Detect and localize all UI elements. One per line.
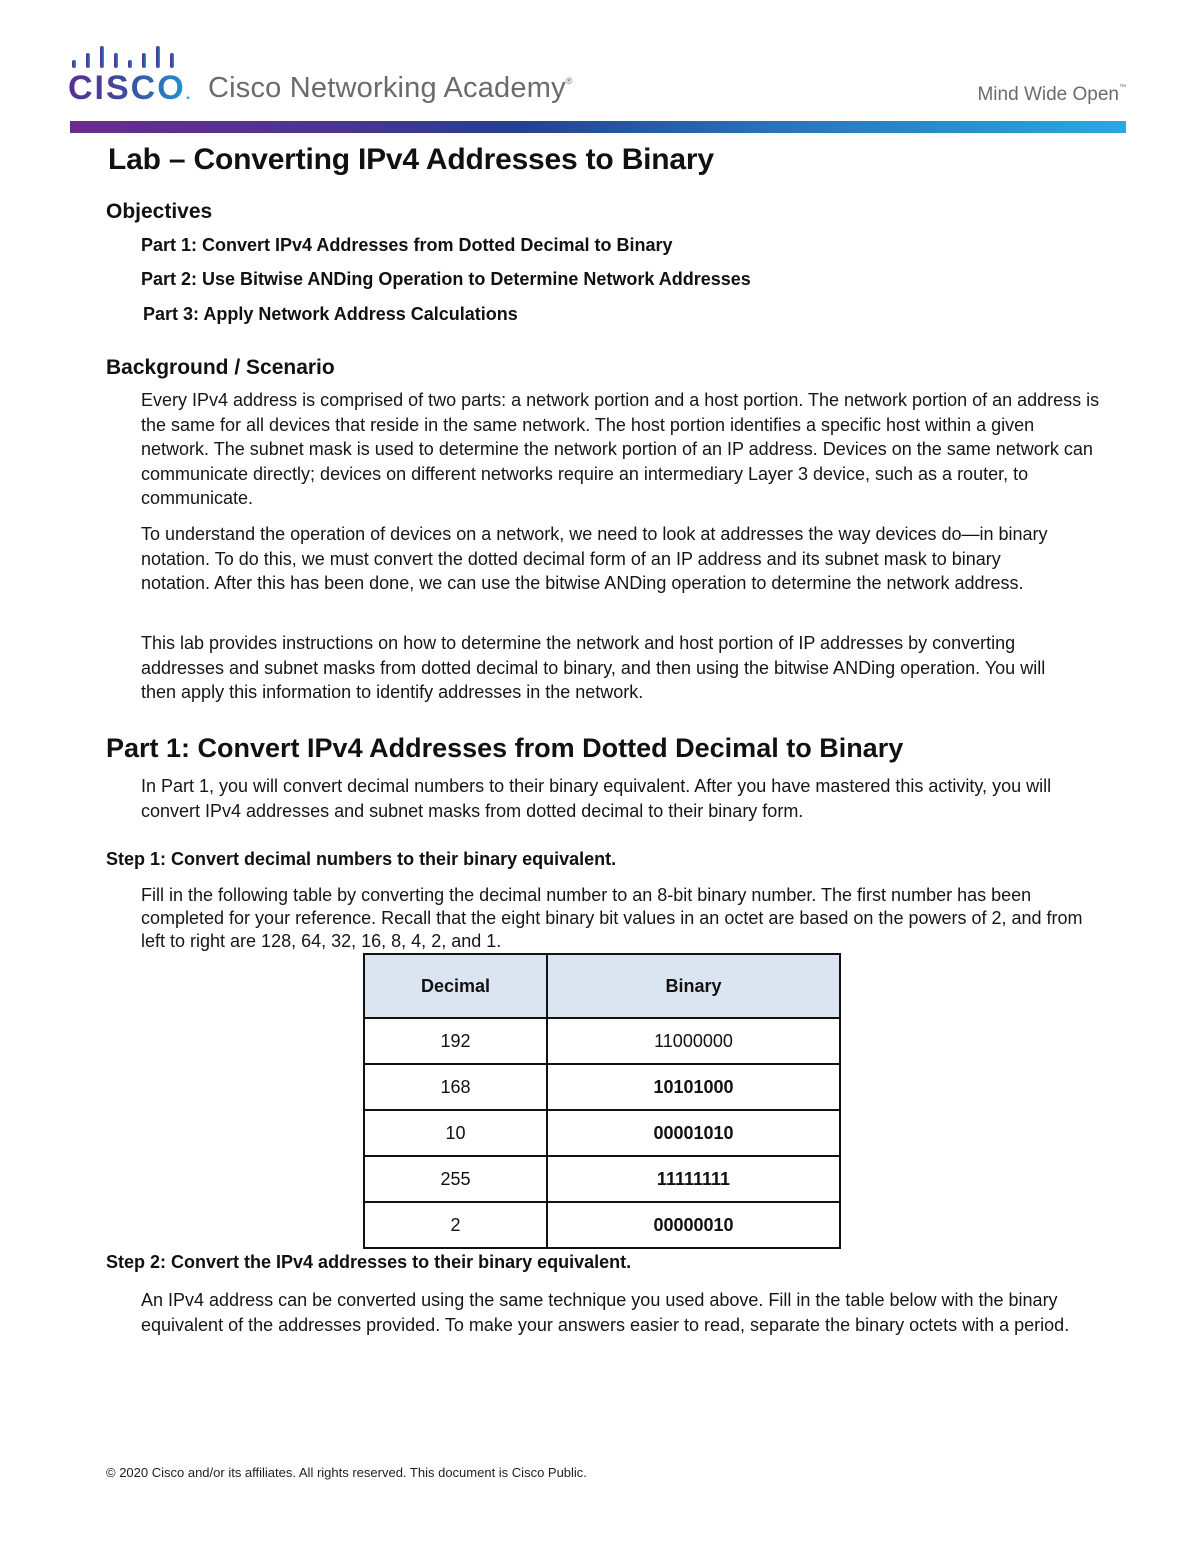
step1-title: Step 1: Convert decimal numbers to their binary equivalent. bbox=[106, 849, 617, 869]
background-paragraph-1: Every IPv4 address is comprised of two parts: a network portion and a host portion. The network portion of an address is the same for all devices that reside in the same network. The host portion identifies a specific host within a given network. The subnet mask is used to determine the network portion of an IP address. Devices on the same network can communicate directly; devices on different networks require an intermediary Layer 3 device, such as a router, to communicate. bbox=[141, 390, 1100, 508]
table-row bbox=[364, 1018, 840, 1064]
table-row bbox=[364, 1202, 840, 1248]
academy-name: Cisco Networking Academy® bbox=[208, 72, 573, 104]
decimal-binary-table bbox=[363, 953, 841, 1249]
decimal-cell: 2 bbox=[364, 1202, 547, 1248]
table-row bbox=[364, 1064, 840, 1110]
binary-cell[interactable]: 11000000 bbox=[547, 1018, 840, 1064]
background-heading: Background / Scenario bbox=[106, 356, 335, 379]
table-header-row bbox=[364, 954, 840, 1018]
page-title: Lab – Converting IPv4 Addresses to Binary bbox=[108, 143, 714, 176]
decimal-cell: 168 bbox=[364, 1064, 547, 1110]
background-paragraph-2: To understand the operation of devices on a network, we need to look at addresses the way devices do—in binary notation. To do this, we must convert the dotted decimal form of an IP address and its subnet mask to binary notation. After this has been done, we can use the bitwise ANDing operation to determine the network address. bbox=[141, 524, 1048, 593]
decimal-cell: 10 bbox=[364, 1110, 547, 1156]
objective-item-1: Part 1: Convert IPv4 Addresses from Dotted Decimal to Binary bbox=[141, 235, 673, 255]
decimal-cell: 255 bbox=[364, 1156, 547, 1202]
binary-cell[interactable]: 00001010 bbox=[547, 1110, 840, 1156]
objective-item-3: Part 3: Apply Network Address Calculations bbox=[143, 304, 518, 324]
table-row bbox=[364, 1156, 840, 1202]
header-decimal: Decimal bbox=[364, 954, 547, 1018]
cisco-bridge-bars-icon bbox=[70, 44, 180, 72]
objective-item-2: Part 2: Use Bitwise ANDing Operation to Determine Network Addresses bbox=[141, 269, 751, 289]
objectives-heading: Objectives bbox=[106, 200, 213, 223]
table-row bbox=[364, 1110, 840, 1156]
header-binary: Binary bbox=[547, 954, 840, 1018]
background-paragraph-3: This lab provides instructions on how to determine the network and host portion of IP addresses by converting addresses and subnet masks from dotted decimal to binary, and then using the bitwise ANDing operation. You will then apply this information to identify addresses in the network. bbox=[141, 633, 1046, 702]
part1-intro: In Part 1, you will convert decimal numbers to their binary equivalent. After you have mastered this activity, you will convert IPv4 addresses and subnet masks from dotted decimal to their binary form. bbox=[141, 776, 1052, 821]
header-gradient-bar bbox=[70, 121, 1126, 133]
decimal-cell: 192 bbox=[364, 1018, 547, 1064]
binary-cell[interactable]: 10101000 bbox=[547, 1064, 840, 1110]
binary-cell[interactable]: 00000010 bbox=[547, 1202, 840, 1248]
page-header bbox=[0, 0, 1200, 140]
binary-cell[interactable]: 11111111 bbox=[547, 1156, 840, 1202]
cisco-logo bbox=[68, 44, 193, 107]
step2-text: An IPv4 address can be converted using the same technique you used above. Fill in the table below with the binary equivalent of the addresses provided. To make your answers easier to read, separate the binary octets with a period. bbox=[141, 1290, 1070, 1335]
copyright-footer: © 2020 Cisco and/or its affiliates. All rights reserved. This document is Cisco Public. bbox=[106, 1465, 587, 1480]
part1-title: Part 1: Convert IPv4 Addresses from Dotted Decimal to Binary bbox=[106, 733, 904, 763]
step1-text: Fill in the following table by converting the decimal number to an 8-bit binary number. The first number has been completed for your reference. Recall that the eight binary bit values in an octet are based on the powers of 2, and from left to right are 128, 64, 32, 16, 8, 4, 2, and 1. bbox=[141, 885, 1083, 951]
tagline: Mind Wide Open™ bbox=[977, 84, 1126, 105]
step2-title: Step 2: Convert the IPv4 addresses to their binary equivalent. bbox=[106, 1252, 632, 1272]
cisco-wordmark: CISCO. bbox=[68, 70, 192, 113]
